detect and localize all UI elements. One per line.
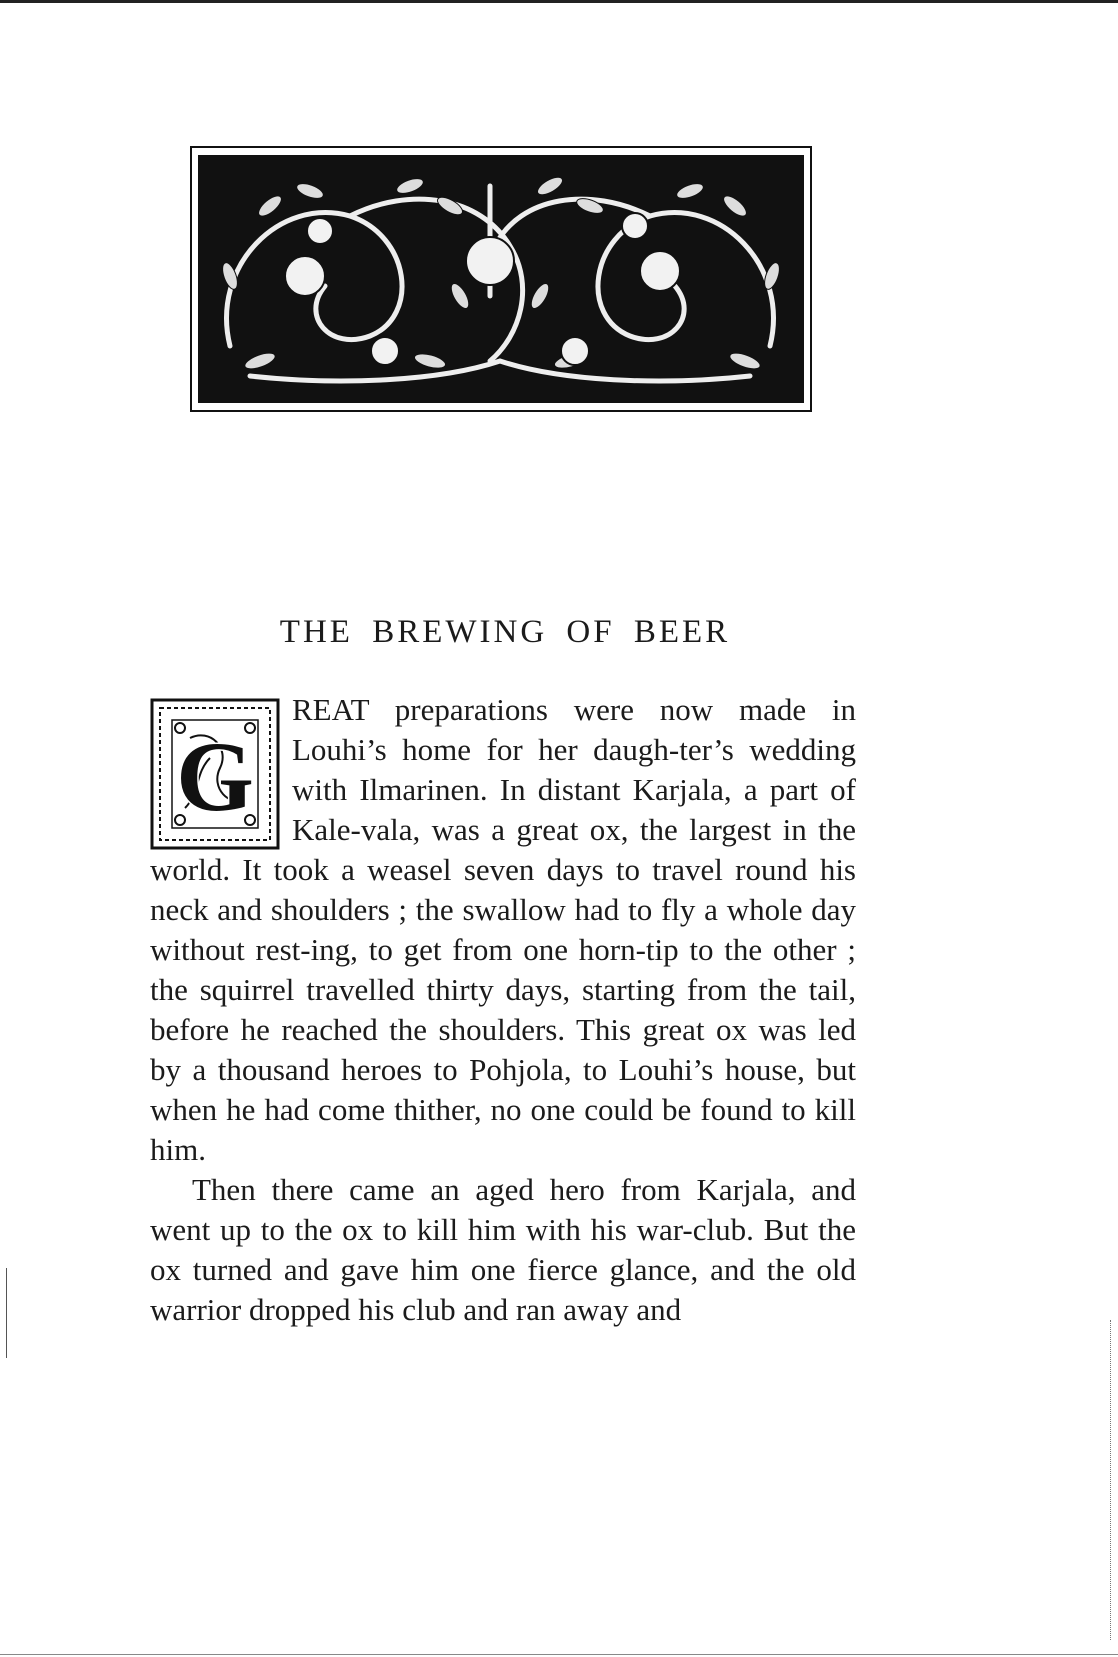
drop-cap-letter: G [176, 721, 254, 832]
right-edge-mark [1110, 1320, 1112, 1640]
chapter-title: THE BREWING OF BEER [279, 614, 731, 650]
decorative-headpiece [190, 146, 812, 412]
top-edge-rule [0, 0, 1118, 3]
body-text [150, 690, 856, 1330]
paragraph-1-text: preparations were now made in Louhi’s home for her daugh-ter’s wedding with Ilmarinen. In distant Karjala, a part of Kale-vala, was a great ox, the largest in the world. It took a weasel seven days to travel round his neck and shoulders ; the swallow had to fly a whole day without rest-ing, to get from one horn-tip to the other ; the squirrel travelled thirty days, starting from the tail, before he reached the shoulders. This great ox was led by a thousand heroes to Pohjola, to Louhi’s house, but when he had come thither, no one could be found to kill him. [150, 692, 856, 1167]
paragraph-2: Then there came an aged hero from Karjala, and went up to the ox to kill him with his war-club. But the ox turned and gave him one fierce glance, and the old warrior dropped his club and ran away and [150, 1172, 856, 1327]
drop-cap-initial [150, 698, 280, 850]
paragraph-1-lead: REAT [292, 692, 369, 727]
bottom-edge-rule [0, 1654, 1118, 1655]
paragraph-1 [150, 690, 856, 1170]
left-margin-mark [6, 1268, 13, 1358]
